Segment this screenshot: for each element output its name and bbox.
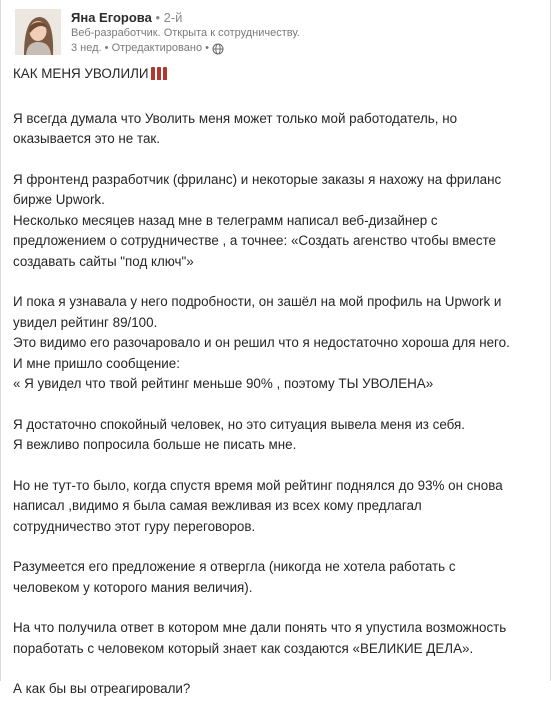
post-time-line <box>71 41 540 56</box>
text-line: человеком у которого мания величия). <box>13 579 253 595</box>
author-headline: Веб-разработчик. Открыта к сотрудничеству. <box>71 27 300 39</box>
connection-degree: • 2-й <box>155 10 183 25</box>
text-line: На что получила ответ в котором мне дали понять что я упустила возможность <box>13 620 507 635</box>
text-line: Я достаточно спокойный человек, но это ситуация вывела меня из себя. <box>13 416 466 432</box>
text-line: Я всегда думала что Уволить меня может только мой работодатель, но <box>13 110 458 126</box>
post-paragraph-1 <box>13 109 542 150</box>
text-line: оказывается это не так. <box>13 131 160 146</box>
post-paragraph-6 <box>13 557 542 598</box>
text-line: И мне пришло сообщение: <box>13 355 180 371</box>
post-paragraph-3 <box>13 292 542 395</box>
text-line: написал ,видимо я была самая вежливая из всех кому предлагал <box>13 498 422 513</box>
text-line: поработать с человеком который знает как создаются «ВЕЛИКИЕ ДЕЛА». <box>13 640 474 656</box>
text-line: И пока я узнавала у него подробности, он зашёл на мой профиль на Upwork и <box>13 294 502 309</box>
author-name-line <box>71 9 540 26</box>
author-meta <box>71 9 540 56</box>
text-line: увидел рейтинг 89/100. <box>13 314 158 330</box>
post-body <box>13 64 542 720</box>
text-line: Я вежливо попросила больше не писать мне. <box>13 437 297 452</box>
double-exclamation-icon <box>151 67 167 82</box>
exclamation-mark <box>163 67 167 82</box>
post-paragraph-5 <box>13 476 542 538</box>
post-title-line <box>13 64 542 85</box>
avatar[interactable] <box>15 9 61 55</box>
post-paragraph-2 <box>13 170 542 273</box>
text-line: Несколько месяцев назад мне в телеграмм написал веб-дизайнер с <box>13 212 438 228</box>
exclamation-mark <box>157 67 161 82</box>
text-line: предложением о сотрудничестве , а точнее: «Создать агенство чтобы вместе <box>13 233 497 248</box>
avatar-photo <box>15 9 61 55</box>
text-line: бирже Upwork. <box>13 192 105 207</box>
post-paragraph-4 <box>13 415 542 456</box>
post-header <box>15 9 540 61</box>
text-line: Но не тут-то было, когда спустя время мой рейтинг поднялся до 93% он снова <box>13 477 503 493</box>
post-time: 3 нед. • Отредактировано • <box>71 42 209 54</box>
post-title: КАК МЕНЯ УВОЛИЛИ <box>13 66 149 81</box>
text-line: Разумеется его предложение я отвергла (никогда не хотела работать с <box>13 559 456 574</box>
post-paragraph-8 <box>13 679 542 700</box>
globe-icon <box>212 43 224 55</box>
author-name[interactable]: Яна Егорова <box>71 10 152 25</box>
text-line: сотрудничество этот гуру переговоров. <box>13 518 256 534</box>
post-paragraph-7 <box>13 618 542 659</box>
text-line: Это видимо его разочаровало и он решил что я недостаточно хороша для него. <box>13 335 510 350</box>
text-line: создавать сайты "под ключ"» <box>13 253 194 269</box>
exclamation-mark <box>151 67 155 82</box>
text-line: « Я увидел что твой рейтинг меньше 90% , поэтому ТЫ УВОЛЕНА» <box>13 376 434 391</box>
text-line: Я фронтенд разработчик (фриланс) и некоторые заказы я нахожу на фриланс <box>13 171 502 187</box>
text-line: А как бы вы отреагировали? <box>13 681 191 696</box>
